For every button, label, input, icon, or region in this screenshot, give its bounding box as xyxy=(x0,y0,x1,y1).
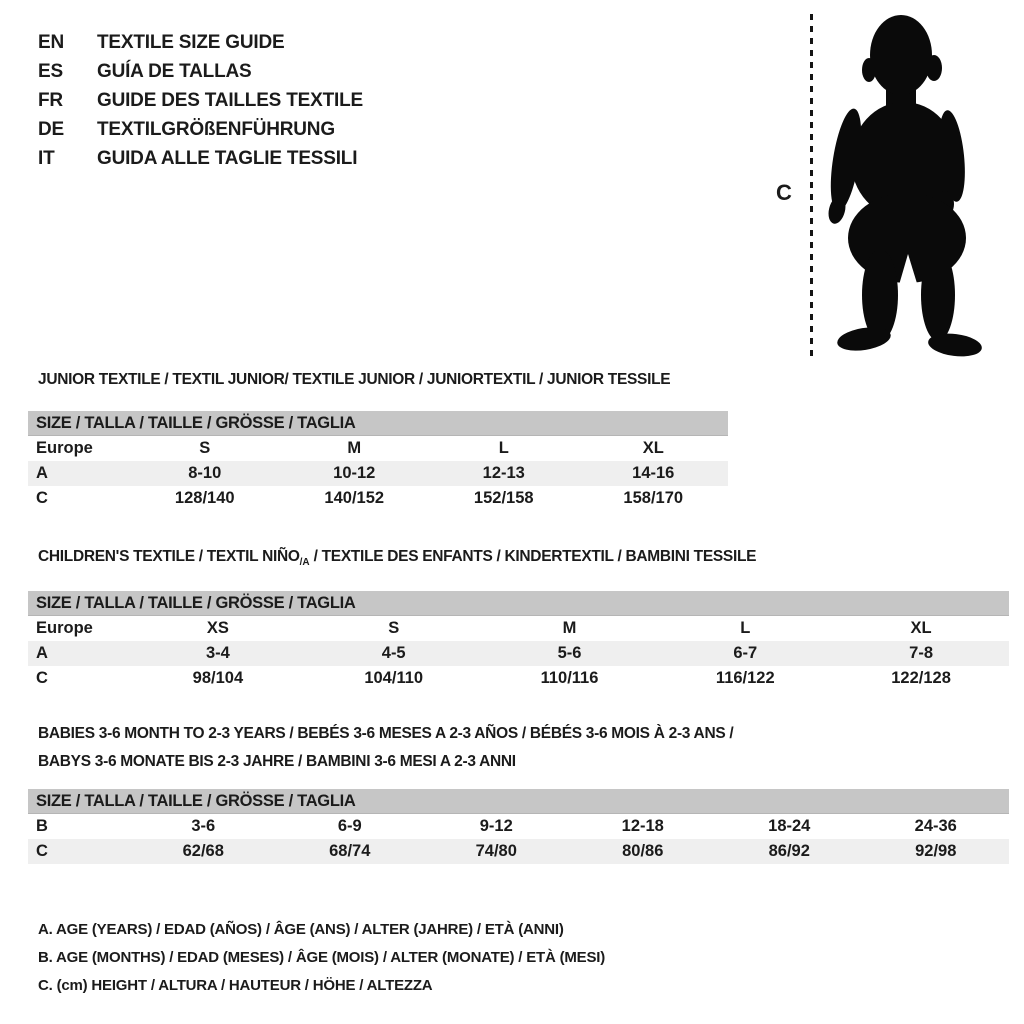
table-cell: 92/98 xyxy=(915,842,957,860)
table-cell: 10-12 xyxy=(333,464,376,482)
table-cell: S xyxy=(388,619,400,637)
size-table-header: SIZE / TALLA / TAILLE / GRÖSSE / TAGLIA xyxy=(28,411,728,436)
language-row xyxy=(38,144,363,173)
table-cell: 18-24 xyxy=(768,817,811,835)
table-cell: 110/116 xyxy=(540,669,599,687)
row-label: A xyxy=(36,464,48,482)
childrens-section-title xyxy=(38,548,756,568)
language-row xyxy=(38,57,363,86)
table-cell: 116/122 xyxy=(715,669,775,687)
table-row-age xyxy=(28,641,1009,666)
language-row xyxy=(38,28,363,57)
table-cell: 24-36 xyxy=(914,817,957,835)
table-row-europe xyxy=(28,436,728,461)
language-code: FR xyxy=(38,90,63,111)
junior-size-table xyxy=(28,411,728,511)
title-text: CHILDREN'S TEXTILE / TEXTIL NIÑO xyxy=(38,548,300,565)
title-text: / TEXTILE DES ENFANTS / KINDERTEXTIL / BAMBINI TESSILE xyxy=(309,548,757,565)
table-cell: 74/80 xyxy=(475,842,517,860)
junior-section-title: JUNIOR TEXTILE / TEXTIL JUNIOR/ TEXTILE JUNIOR / JUNIORTEXTIL / JUNIOR TESSILE xyxy=(38,371,671,388)
table-cell: S xyxy=(199,439,211,457)
table-cell: 158/170 xyxy=(623,489,684,507)
table-cell: 4-5 xyxy=(381,644,406,662)
row-label: Europe xyxy=(36,439,93,457)
table-cell: 152/158 xyxy=(473,489,534,507)
row-label: C xyxy=(36,842,48,860)
title-subscript: /A xyxy=(299,557,310,568)
row-label: Europe xyxy=(36,619,93,637)
table-cell: 80/86 xyxy=(622,842,664,860)
table-cell: 5-6 xyxy=(557,644,582,662)
table-row-europe xyxy=(28,616,1009,641)
babies-section-title xyxy=(38,720,733,776)
language-title-list xyxy=(38,28,363,173)
language-label: GUÍA DE TALLAS xyxy=(97,61,252,82)
language-label: GUIDA ALLE TAGLIE TESSILI xyxy=(97,148,358,169)
table-cell: 122/128 xyxy=(891,669,951,687)
language-code: DE xyxy=(38,119,64,140)
legend-line-a: A. AGE (YEARS) / EDAD (AÑOS) / ÂGE (ANS) / ALTER (JAHRE) / ETÀ (ANNI) xyxy=(38,921,564,938)
table-cell: XS xyxy=(206,619,229,637)
table-cell: M xyxy=(562,619,577,637)
table-row-months xyxy=(28,814,1009,839)
row-label: B xyxy=(36,817,48,835)
table-cell: 104/110 xyxy=(364,669,424,687)
language-label: GUIDE DES TAILLES TEXTILE xyxy=(97,90,363,111)
table-cell: 12-13 xyxy=(482,464,525,482)
height-measure-dotted-line xyxy=(810,14,813,358)
row-label: A xyxy=(36,644,48,662)
legend-line-c: C. (cm) HEIGHT / ALTURA / HAUTEUR / HÖHE / ALTEZZA xyxy=(38,977,433,994)
table-cell: XL xyxy=(642,439,664,457)
language-label: TEXTILGRÖßENFÜHRUNG xyxy=(97,119,335,140)
table-cell: L xyxy=(498,439,509,457)
title-line: BABIES 3-6 MONTH TO 2-3 YEARS / BEBÉS 3-6 MESES A 2-3 AÑOS / BÉBÉS 3-6 MOIS À 2-3 ANS / xyxy=(38,725,734,742)
table-cell: 7-8 xyxy=(909,644,934,662)
table-cell: XL xyxy=(910,619,932,637)
language-code: EN xyxy=(38,32,64,53)
language-code: ES xyxy=(38,61,63,82)
table-cell: 6-7 xyxy=(733,644,758,662)
childrens-size-table xyxy=(28,591,1009,691)
table-row-height xyxy=(28,839,1009,864)
row-label: C xyxy=(36,489,48,507)
size-table-header: SIZE / TALLA / TAILLE / GRÖSSE / TAGLIA xyxy=(28,591,1009,616)
table-cell: 86/92 xyxy=(768,842,810,860)
table-cell: 140/152 xyxy=(324,489,385,507)
legend-line-b: B. AGE (MONTHS) / EDAD (MESES) / ÂGE (MOIS) / ALTER (MONATE) / ETÀ (MESI) xyxy=(38,949,606,966)
table-cell: 128/140 xyxy=(174,489,235,507)
table-cell: 14-16 xyxy=(632,464,675,482)
table-cell: 8-10 xyxy=(188,464,222,482)
table-cell: 68/74 xyxy=(329,842,371,860)
language-row xyxy=(38,115,363,144)
table-cell: 3-4 xyxy=(205,644,230,662)
table-row-height xyxy=(28,666,1009,691)
babies-size-table xyxy=(28,789,1009,864)
table-cell: 6-9 xyxy=(337,817,362,835)
table-cell: M xyxy=(347,439,362,457)
measurement-legend xyxy=(38,916,605,1000)
height-measure-label: C xyxy=(776,180,792,205)
title-line: BABYS 3-6 MONATE BIS 2-3 JAHRE / BAMBINI 3-6 MESI A 2-3 ANNI xyxy=(38,753,516,770)
table-cell: 62/68 xyxy=(182,842,224,860)
language-row xyxy=(38,86,363,115)
table-cell: 3-6 xyxy=(191,817,216,835)
size-table-header: SIZE / TALLA / TAILLE / GRÖSSE / TAGLIA xyxy=(28,789,1009,814)
table-row-height xyxy=(28,486,728,511)
table-row-age xyxy=(28,461,728,486)
table-cell: 12-18 xyxy=(621,817,664,835)
toddler-silhouette-icon xyxy=(824,8,986,360)
table-cell: 9-12 xyxy=(479,817,513,835)
language-label: TEXTILE SIZE GUIDE xyxy=(97,32,285,53)
row-label: C xyxy=(36,669,48,687)
table-cell: 98/104 xyxy=(192,669,244,687)
table-cell: L xyxy=(740,619,751,637)
language-code: IT xyxy=(38,148,55,169)
